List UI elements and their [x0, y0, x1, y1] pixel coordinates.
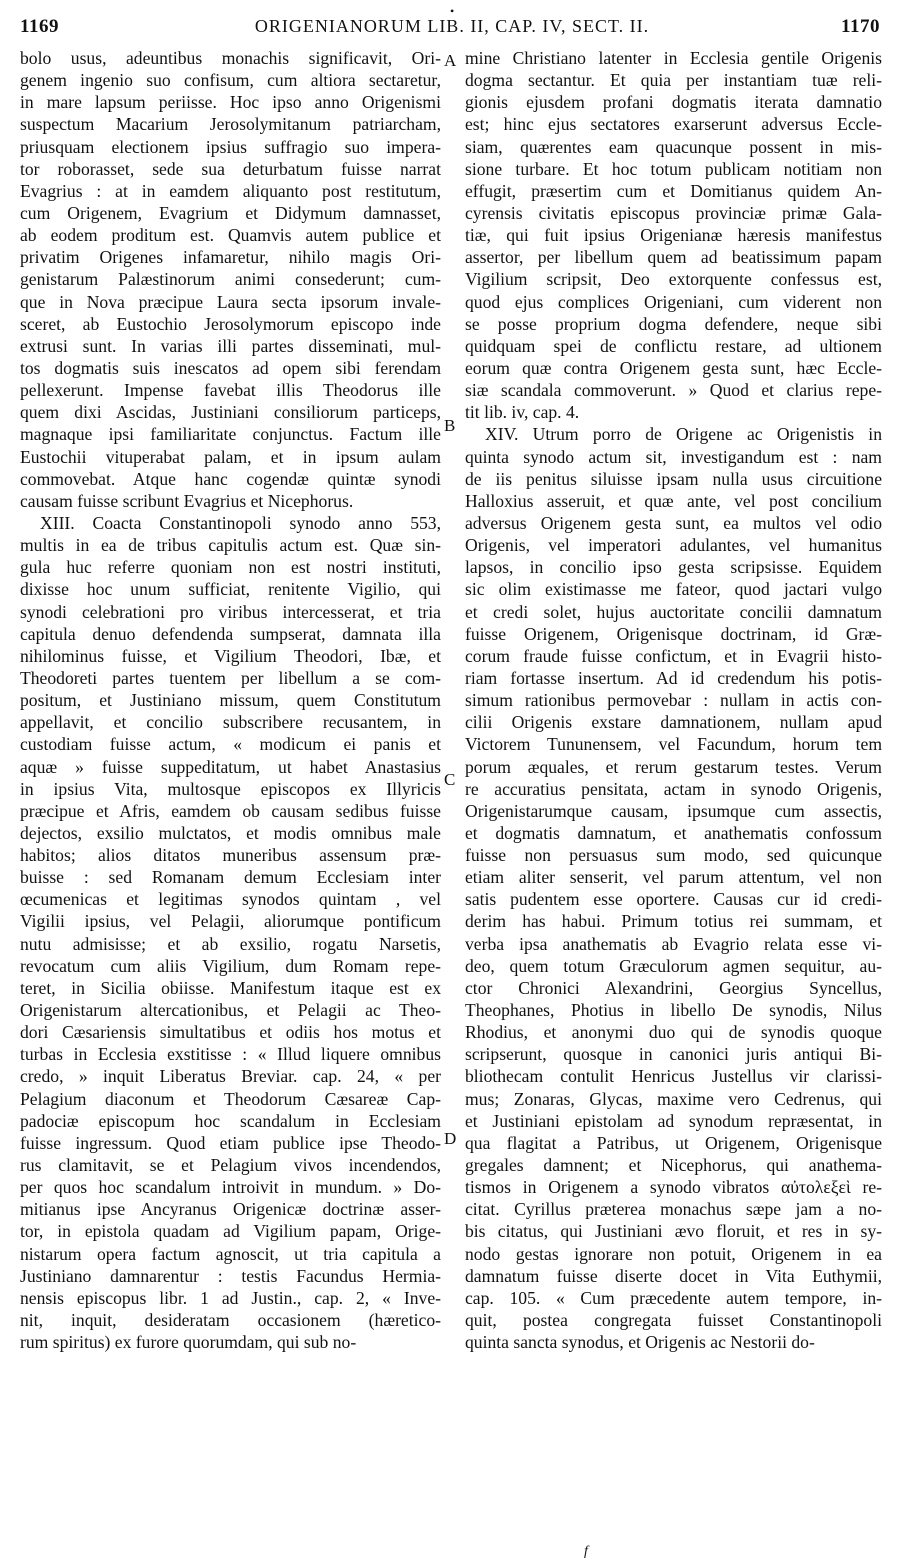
- text-line: aquæ » fuisse suppeditatum, ut habet Anastasius: [20, 756, 441, 777]
- text-line: ctor Chronici Alexandrini, Georgius Syncellus,: [465, 977, 882, 998]
- text-line: Theophanes, Photius in libello De synodis, Nilus: [465, 1000, 882, 1021]
- text-line: fuisse non persuasus sum modo, sed quicunque: [465, 845, 882, 866]
- margin-letter-c: C: [444, 770, 456, 789]
- text-line: nensis episcopus libr. 1 ad Justin., cap. 2, « Inve-: [20, 1287, 441, 1308]
- text-line: que in Nova præcipue Laura secta ipsorum invale-: [20, 291, 441, 312]
- text-line: positum, et Justiniano missum, quem Constitutum: [20, 690, 441, 711]
- text-line: revocatum cum aliis Vigilium, dum Romam repe-: [20, 955, 441, 976]
- text-line: deo, quem totum Græculorum agmen sequitur, au-: [465, 955, 882, 976]
- text-line: in mare lapsum periisse. Hoc ipso anno Origenismi: [20, 92, 441, 113]
- text-line: dixisse hoc unum sufficiat, renitente Vigilio, qui: [20, 579, 441, 600]
- text-line: quit, postea congregata fuisset Constantinopoli: [465, 1310, 882, 1331]
- text-line: nodo gestas ignorare non potuit, Origenem in ea: [465, 1243, 882, 1264]
- text-line: siæ scandala commoverunt. » Quod et clarius repe-: [465, 380, 882, 401]
- text-line: citat. Cyrillus præterea monachus sæpe jam a no-: [465, 1199, 882, 1220]
- text-line: suspectum Macarium Jerosolymitanum patriarcham,: [20, 114, 441, 135]
- text-line: nihilominus fuisse, et Vigilium Theodori, Ibæ, et: [20, 645, 441, 666]
- text-line: riam fortasse insertum. Ad id credendum his potis-: [465, 667, 882, 688]
- text-line: verba ipsa anathematis ab Evagrio relata esse vi-: [465, 933, 882, 954]
- text-line: et credi solet, hujus auctoritate concilii damnatum: [465, 601, 882, 622]
- text-line: sione turbare. Et hoc totum publicam notitiam non: [465, 158, 882, 179]
- text-line: siam, quærentes eam quacunque possent in mis-: [465, 136, 882, 157]
- text-line: commovebat. Atque hanc cogendæ quintæ synodi: [20, 468, 441, 489]
- text-line: causam fuisse scribunt Evagrius et Nicephorus.: [20, 490, 354, 511]
- page-number-right: 1170: [841, 16, 880, 37]
- page-number-left: 1169: [20, 16, 59, 37]
- text-line: mus; Zonaras, Glycas, maxime vero Cedrenus, qui: [465, 1088, 882, 1109]
- margin-letter-b: B: [444, 416, 456, 435]
- left-column: [20, 47, 441, 1353]
- text-line: præcipue et Afris, eamdem ob causam sedibus fuisse: [20, 800, 441, 821]
- text-line: sic olim existimasse me fateor, quod jactari vulgo: [465, 579, 882, 600]
- text-line: cyrensis civitatis episcopus provinciæ primæ Gala-: [465, 202, 882, 223]
- text-line: Vigilium scripsit, Deo extorquente confessus est,: [465, 269, 882, 290]
- text-line: nutu admisisse; et ab exsilio, rogatu Narsetis,: [20, 933, 441, 954]
- text-line: est; hinc ejus sectatores exarserunt adversus Eccle-: [465, 114, 882, 135]
- text-line: Rhodius, et anonymi duo qui de synodis quoque: [465, 1022, 882, 1043]
- text-line: bliothecam contulit Henricus Justellus vir clarissi-: [465, 1066, 882, 1087]
- text-line: fuisse Origenem, Origenisque doctrinam, id Græ-: [465, 623, 882, 644]
- text-line: Eustochii vituperabat palam, et in ipsum aulam: [20, 446, 441, 467]
- text-line: tos dogmatis suis inescatos ad opem sibi ferendam: [20, 357, 441, 378]
- text-line: tor roborasset, sede sua deturbatum fuisse narrat: [20, 158, 441, 179]
- text-line: privatim Origenes infamaretur, nihilo magis Ori-: [20, 247, 441, 268]
- text-line: cilii Origenis exstare damnationem, nullam apud: [465, 712, 882, 733]
- text-line: appellavit, et concilio subscribere recusantem, in: [20, 712, 441, 733]
- text-line: de iis penitus siluisse ipsam nulla usus circuitione: [465, 468, 882, 489]
- text-line: dogma sectantur. Et quia per instantiam tuæ reli-: [465, 70, 882, 91]
- text-line: dori Cæsariensis simultatibus et odiis hos motus et: [20, 1022, 441, 1043]
- text-line: gionis ejusdem profani dogmatis iterata damnatio: [465, 92, 882, 113]
- text-line: in ipsius Vita, multosque episcopos ex Illyricis: [20, 778, 441, 799]
- text-line: XIII. Coacta Constantinopoli synodo anno 553,: [40, 512, 441, 533]
- text-line: cum Origenem, Evagrium et Didymum damnasset,: [20, 202, 441, 223]
- text-line: quem dixi Ascidas, Justiniani consiliorum particeps,: [20, 402, 441, 423]
- text-line: sceret, ab Eustochio Jerosolymorum episcopo inde: [20, 313, 441, 334]
- text-line: extrusi sunt. In varias illi partes disseminati, mul-: [20, 335, 441, 356]
- top-mark: •: [450, 4, 455, 18]
- text-line: cap. 105. « Cum præcedente autem tempore, in-: [465, 1287, 882, 1308]
- margin-letter-a: A: [444, 51, 457, 70]
- text-line: pellexerunt. Impense favebat illis Theodorus ille: [20, 380, 441, 401]
- text-line: se posse proprium dogma defendere, neque sibi: [465, 313, 882, 334]
- text-line: etiam aliter senserit, vel parum attentum, vel non: [465, 867, 882, 888]
- text-line: fuisse ingressum. Quod etiam publice ipse Theodo-: [20, 1132, 441, 1153]
- text-line: bolo usus, adeuntibus monachis significavit, Ori-: [20, 48, 441, 68]
- text-line: derim has habui. Primum totius rei summam, et: [465, 911, 882, 932]
- text-line: simum rationibus permovebar : nullam in actis con-: [465, 690, 882, 711]
- text-line: tiæ, qui fuit ipsius Origenianæ hæresis manifestus: [465, 225, 882, 246]
- text-line: nistarum opera factum agnoscit, ut tria capitula a: [20, 1243, 441, 1264]
- text-line: ab eodem proditum est. Quamvis autem publice et: [20, 225, 441, 246]
- running-title: ORIGENIANORUM LIB. II, CAP. IV, SECT. II.: [254, 16, 650, 36]
- text-line: XIV. Utrum porro de Origene ac Origenistis in: [485, 424, 882, 445]
- text-line: turbas in Ecclesia exstitisse : « Illud liquere omnibus: [20, 1044, 441, 1065]
- text-line: Halloxius asseruit, et quæ ante, vel post concilium: [465, 490, 882, 511]
- margin-letter-d: D: [444, 1129, 457, 1148]
- text-line: Origenis, vel imperatori adulantes, vel humanitus: [465, 535, 882, 556]
- text-line: nit, inquit, desideratam occasionem (hæretico-: [20, 1310, 441, 1331]
- text-line: capitula denuo defendenda sumpserat, damnata illa: [20, 623, 441, 644]
- signature-mark: f: [584, 1544, 588, 1559]
- text-line: rum spiritus) ex furore quorumdam, qui sub no-: [20, 1332, 357, 1353]
- text-line: custodiam fuisse actum, « modicum ei panis et: [20, 734, 441, 755]
- text-line: quod ejus complices Origeniani, cum viderent non: [465, 291, 882, 312]
- text-line: quinta sancta synodus, et Origenis ac Nestorii do-: [465, 1332, 815, 1353]
- right-column: [465, 47, 882, 1353]
- text-line: Origenistarumque causam, ipsumque cum assectis,: [465, 800, 882, 821]
- text-line: magnaque ipsi familiaritate conjunctus. Factum ille: [20, 424, 441, 445]
- text-line: per quos hoc scandalum introivit in mundum. » Do-: [20, 1177, 441, 1198]
- text-line: corum fraude fuisse confictum, et in Evagrii histo-: [465, 645, 882, 666]
- text-line: et Justiniani epistolam ad synodum repræsentat, in: [465, 1110, 882, 1131]
- text-line: effugit, præsertim cum et Domitianus quidem An-: [465, 180, 882, 201]
- text-line: damnatum fuisse diserte docet in Vita Euthymii,: [465, 1265, 882, 1286]
- text-line: credo, » inquit Liberatus Breviar. cap. 24, « per: [20, 1066, 441, 1087]
- text-line: Justiniano damnarentur : testis Facundus Hermia-: [20, 1265, 441, 1286]
- text-line: bis citatus, qui Justiniani ævo floruit, et res in sy-: [465, 1221, 882, 1242]
- text-line: Pelagium diaconum et Theodorum Cæsareæ Cap-: [20, 1088, 441, 1109]
- text-line: padociæ episcopum hoc scandalum in Ecclesiam: [20, 1110, 441, 1131]
- text-line: teret, in Sicilia obiisse. Manifestum itaque est ex: [20, 977, 441, 998]
- text-line: genistarum Palæstinorum animi consederunt; cum-: [20, 269, 441, 290]
- text-line: Origenistarum altercationibus, et Pelagii ac Theo-: [20, 1000, 441, 1021]
- text-line: lapsos, in concilio ipso gesta scripsisse. Equidem: [465, 557, 882, 578]
- text-line: re accuratius pensitata, actam in synodo Origenis,: [465, 778, 882, 799]
- text-line: tismos in Origenem a synodo vibratos αὐτολεξεὶ re-: [465, 1177, 882, 1198]
- text-line: Theodoreti partes tuentem per libellum a se com-: [20, 667, 441, 688]
- text-line: satis pudentem esse oportere. Causas cur id credi-: [465, 889, 882, 910]
- text-line: Vigilii ipsius, vel Pelagii, aliorumque pontificum: [20, 911, 441, 932]
- text-line: adversus Origenem gesta sunt, ea multos vel odio: [465, 512, 882, 533]
- text-line: priusquam electionem ipsius suffragio suo imperа-: [20, 136, 441, 157]
- text-line: et dogmatis damnatum, et anathematis confossum: [465, 822, 882, 843]
- text-line: gula huc referre quoniam non est nostri instituti,: [20, 557, 441, 578]
- text-line: assertor, per libellum quem ad beatissimum papam: [465, 247, 882, 268]
- text-line: genem ingenio suo confisum, cum altiora sectaretur,: [20, 70, 441, 91]
- text-line: eorum quæ contra Origenem gesta sunt, hæc Eccle-: [465, 357, 882, 378]
- text-line: porum æquales, et rerum gestarum testes. Verum: [465, 756, 882, 777]
- text-line: quinta synodo actum sit, investigandum est : nam: [465, 446, 882, 467]
- text-line: qua flagitat a Patribus, ut Origenem, Origenisque: [465, 1132, 882, 1153]
- text-line: gregales damnent; et Nicephorus, qui anathema-: [465, 1155, 882, 1176]
- text-line: tor, in epistola quadam ad Vigilium papam, Orige-: [20, 1221, 441, 1242]
- text-line: habitos; alios ditatos muneribus assensum præ-: [20, 845, 441, 866]
- text-line: œcumenicas et legitimas synodos quintam , vel: [20, 889, 441, 910]
- text-line: quidquam spei de conflictu restare, ad ultionem: [465, 335, 882, 356]
- text-line: Evagrius : at in eamdem aliquanto post restitutum,: [20, 180, 441, 201]
- text-line: scripserunt, quosque in canonici juris antiqui Bi-: [465, 1044, 882, 1065]
- text-line: mitianus ipse Ancyranus Origenicæ doctrinæ asser-: [20, 1199, 441, 1220]
- text-line: buisse : sed Romanam demum Ecclesiam inter: [20, 867, 441, 888]
- text-line: multis in ea de tribus capitulis actum est. Quæ sin-: [20, 535, 441, 556]
- text-line: mine Christiano latenter in Ecclesia gentile Origenis: [465, 48, 882, 68]
- running-header: [0, 6, 904, 46]
- text-line: rus clamitavit, se et Pelagium vivos incendendos,: [20, 1155, 441, 1176]
- text-line: tit lib. iv, cap. 4.: [465, 402, 580, 423]
- text-line: synodi celebrationi pro viribus intercesserat, et tria: [20, 601, 441, 622]
- text-line: dejectos, exsilio mulctatos, et modis omnibus male: [20, 822, 441, 843]
- text-line: Victorem Tununensem, vel Facundum, horum tem: [465, 734, 882, 755]
